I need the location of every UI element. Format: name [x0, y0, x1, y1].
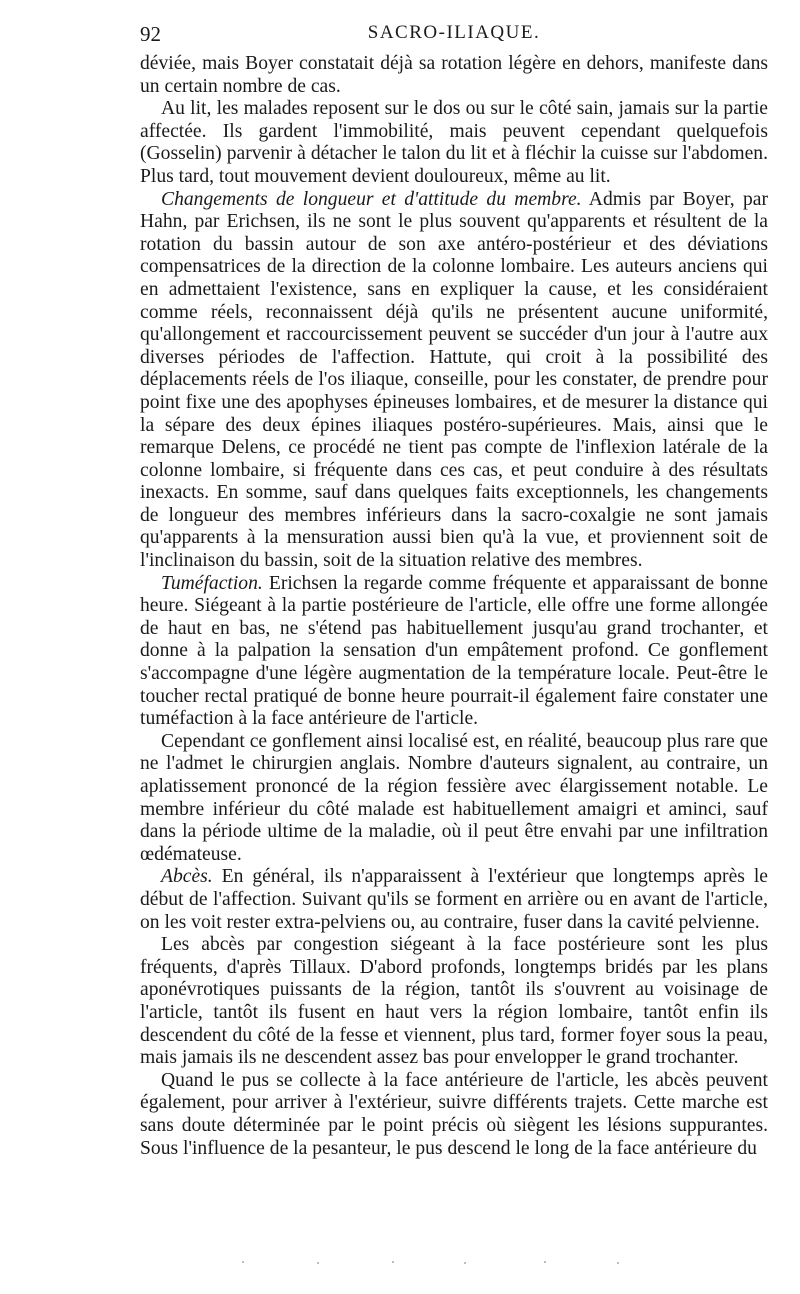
paragraph-text: Quand le pus se collecte à la face antérieure de l'article, les abcès peuvent également, pour arriver à l'extérieur, suivre différents trajets. Cette marche est sans doute déterminée par le point précis où siègent les lésions suppurantes. Sous l'influence de la pesanteur, le pus descend le long de la face antérieure du: [140, 1069, 768, 1159]
paragraph-text: Admis par Boyer, par Hahn, par Erichsen, ils ne sont le plus souvent qu'apparents et résultent de la rotation du bassin autour de son axe antéro-postérieur et des déviations compensatrices de la direction de la colonne lombaire. Les auteurs anciens qui en admettaient l'existence, sans en expliquer la cause, et les considéraient comme réels, reconnaissent déjà qu'ils ne présentent aucune uniformité, qu'allongement et raccourcissement peuvent se succéder d'un jour à l'autre aux diverses périodes de l'affection. Hattute, qui croit à la possibilité des déplacements réels de l'os iliaque, conseille, pour les constater, de prendre pour point fixe une des apophyses épineuses lombaires, et de mesurer la distance qui la sépare des deux épines iliaques postéro-supérieures. Mais, ainsi que le remarque Delens, ce procédé ne tient pas compte de l'inflexion latérale de la colonne lombaire, si fréquente dans ces cas, et peut conduire à des résultats inexacts. En somme, sauf dans quelques faits exceptionnels, les changements de longueur des membres inférieurs dans la sacro-coxalgie ne sont jamais qu'apparents à la mensuration aussi bien qu'à la vue, et proviennent soit de l'inclinaison du bassin, soit de la situation relative des membres.: [140, 188, 769, 572]
running-title: SACRO-ILIAQUE.: [367, 22, 541, 43]
body-text: [140, 53, 768, 1160]
paragraph-gonflement: [140, 731, 768, 867]
paragraph-text: Les abcès par congestion siégeant à la face postérieure sont les plus fréquents, d'après Tillaux. D'abord profonds, longtemps bridés par les plans aponévrotiques puissants de la région, tantôt ils s'ouvrent au voisinage de l'article, tantôt ils fusent en haut vers la région lombaire, tantôt enfin ils descendent du côté de la fesse et viennent, plus tard, former foyer sous la peau, mais jamais ils ne descendent assez bas pour envelopper le grand trochanter.: [140, 934, 768, 1069]
section-heading: Changements de longueur et d'attitude du membre.: [161, 188, 582, 210]
paragraph-continuation: [140, 53, 768, 98]
paragraph-text: Erichsen la regarde comme fréquente et apparaissant de bonne heure. Siégeant à la partie postérieure de l'article, elle offre une forme allongée de haut en bas, ne s'étend pas habituellement jusqu'au grand trochanter, et donne à la palpation la sensation d'un empâtement profond. Ce gonflement s'accompagne d'une légère augmentation de la température locale. Peut-être le toucher rectal pratiqué de bonne heure pourrait-il également faire constater une tuméfaction à la face antérieure de l'article.: [140, 572, 768, 730]
paragraph-changements: [140, 189, 768, 573]
paragraph-pus: [140, 1070, 768, 1160]
page-number: 92: [140, 22, 161, 46]
paragraph-text: Au lit, les malades reposent sur le dos ou sur le côté sain, jamais sur la partie affectée. Ils gardent l'immobilité, mais peuvent cependant quelquefois (Gosselin) parvenir à détacher le talon du lit et à fléchir la cuisse sur l'abdomen. Plus tard, tout mouvement devient douloureux, même au lit.: [140, 98, 768, 187]
paragraph-text: Cependant ce gonflement ainsi localisé est, en réalité, beaucoup plus rare que ne l'admet le chirurgien anglais. Nombre d'auteurs signalent, au contraire, un aplatissement prononcé de la région fessière avec élargissement notable. Le membre inférieur du côté malade est habituellement amaigri et aminci, sauf dans la période ultime de la maladie, où il peut être envahi par une infiltration œdémateuse.: [140, 730, 768, 865]
paragraph-au-lit: [140, 98, 768, 188]
paragraph-text: En général, ils n'apparaissent à l'extérieur que longtemps après le début de l'affection. Suivant qu'ils se forment en arrière ou en avant de l'article, on les voit rester extra-pelviens ou, au contraire, fuser dans la cavité pelvienne.: [140, 866, 768, 933]
page-header: [140, 22, 768, 48]
paragraph-abces: [140, 866, 768, 934]
section-heading: Tuméfaction.: [161, 572, 263, 594]
scan-specks: [0, 1240, 800, 1280]
paragraph-text: déviée, mais Boyer constatait déjà sa rotation légère en dehors, manifeste dans un certain nombre de cas.: [140, 53, 768, 97]
paragraph-tumefaction: [140, 573, 768, 731]
paragraph-abces-congestion: [140, 934, 768, 1070]
section-heading: Abcès.: [161, 866, 213, 888]
